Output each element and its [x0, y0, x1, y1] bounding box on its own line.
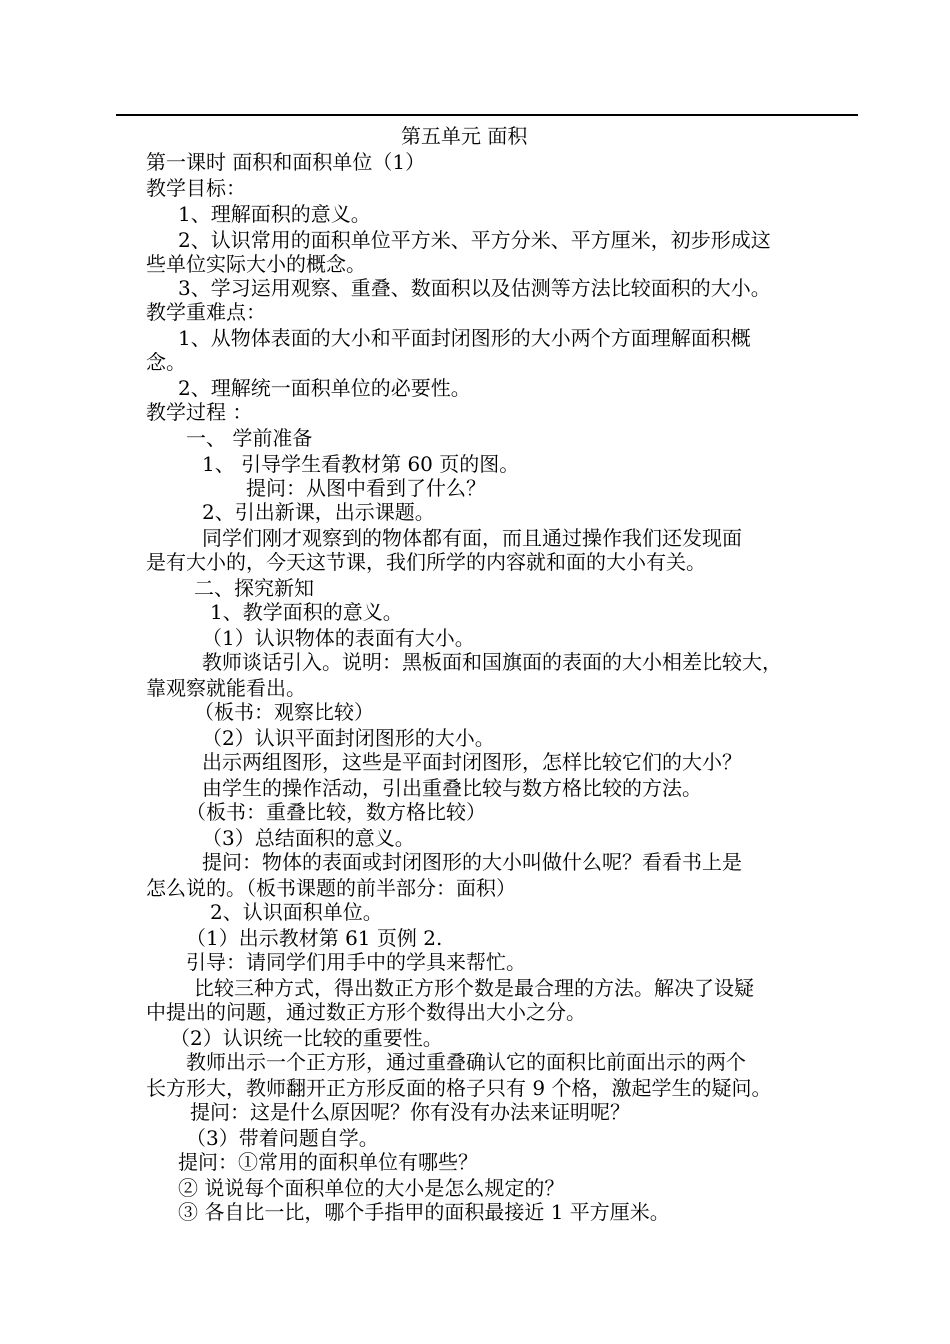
- process-line: 提问：这是什么原因呢？你有没有办法来证明呢？: [190, 1100, 630, 1124]
- lesson-title: 第一课时 面积和面积单位（1）: [146, 150, 426, 174]
- process-line: （板书：观察比较）: [194, 700, 374, 724]
- process-line: 教师出示一个正方形，通过重叠确认它的面积比前面出示的两个: [186, 1050, 746, 1074]
- process-line: 2、引出新课，出示课题。: [202, 500, 435, 524]
- process-line: 是有大小的，今天这节课，我们所学的内容就和面的大小有关。: [146, 550, 706, 574]
- process-line: 1、教学面积的意义。: [210, 600, 403, 624]
- process-line: 一、 学前准备: [186, 426, 313, 450]
- process-line: 靠观察就能看出。: [146, 676, 306, 700]
- process-line: （2）认识平面封闭图形的大小。: [202, 726, 495, 750]
- process-line: ③ 各自比一比，哪个手指甲的面积最接近 1 平方厘米。: [178, 1200, 670, 1224]
- process-line: 同学们刚才观察到的物体都有面，而且通过操作我们还发现面: [202, 526, 742, 550]
- process-line: 长方形大，教师翻开正方形反面的格子只有 9 个格，激起学生的疑问。: [146, 1076, 772, 1100]
- process-line: （板书：重叠比较，数方格比较）: [186, 800, 486, 824]
- objective-line: 1、理解面积的意义。: [178, 202, 371, 226]
- objective-line: 2、认识常用的面积单位平方米、平方分米、平方厘米，初步形成这: [178, 228, 771, 252]
- process-line: 由学生的操作活动，引出重叠比较与数方格比较的方法。: [202, 776, 702, 800]
- process-line: ② 说说每个面积单位的大小是怎么规定的？: [178, 1176, 565, 1200]
- objective-line: 3、学习运用观察、重叠、数面积以及估测等方法比较面积的大小。: [178, 276, 771, 300]
- process-line: 怎么说的。（板书课题的前半部分：面积）: [146, 876, 516, 900]
- process-line: 引导：请同学们用手中的学具来帮忙。: [186, 950, 526, 974]
- process-line: （3）带着问题自学。: [186, 1126, 379, 1150]
- process-line: （2）认识统一比较的重要性。: [170, 1026, 443, 1050]
- header-rule: [116, 114, 858, 116]
- keypoints-heading: 教学重难点：: [146, 300, 266, 324]
- objective-line: 些单位实际大小的概念。: [146, 252, 366, 276]
- process-line: （3）总结面积的意义。: [202, 826, 415, 850]
- keypoint-line: 2、理解统一面积单位的必要性。: [178, 376, 471, 400]
- process-line: 2、认识面积单位。: [210, 900, 383, 924]
- unit-title: 第五单元 面积: [401, 124, 528, 148]
- objectives-heading: 教学目标：: [146, 176, 246, 200]
- process-line: 出示两组图形，这些是平面封闭图形，怎样比较它们的大小？: [202, 750, 742, 774]
- process-line: 提问：①常用的面积单位有哪些？: [178, 1150, 478, 1174]
- keypoint-line: 念。: [146, 350, 186, 374]
- process-line: 1、 引导学生看教材第 60 页的图。: [202, 452, 520, 476]
- process-line: 提问：物体的表面或封闭图形的大小叫做什么呢？看看书上是: [202, 850, 742, 874]
- process-line: （1）出示教材第 61 页例 2.: [186, 926, 443, 950]
- process-line: 中提出的问题，通过数正方形个数得出大小之分。: [146, 1000, 586, 1024]
- keypoint-line: 1、从物体表面的大小和平面封闭图形的大小两个方面理解面积概: [178, 326, 751, 350]
- process-heading: 教学过程 ：: [146, 400, 253, 424]
- process-line: 二、探究新知: [194, 576, 314, 600]
- process-line: 提问：从图中看到了什么？: [246, 476, 486, 500]
- process-line: 教师谈话引入。说明：黑板面和国旗面的表面的大小相差比较大，: [202, 650, 782, 674]
- process-line: 比较三种方式，得出数正方形个数是最合理的方法。解决了设疑: [194, 976, 754, 1000]
- process-line: （1）认识物体的表面有大小。: [202, 626, 475, 650]
